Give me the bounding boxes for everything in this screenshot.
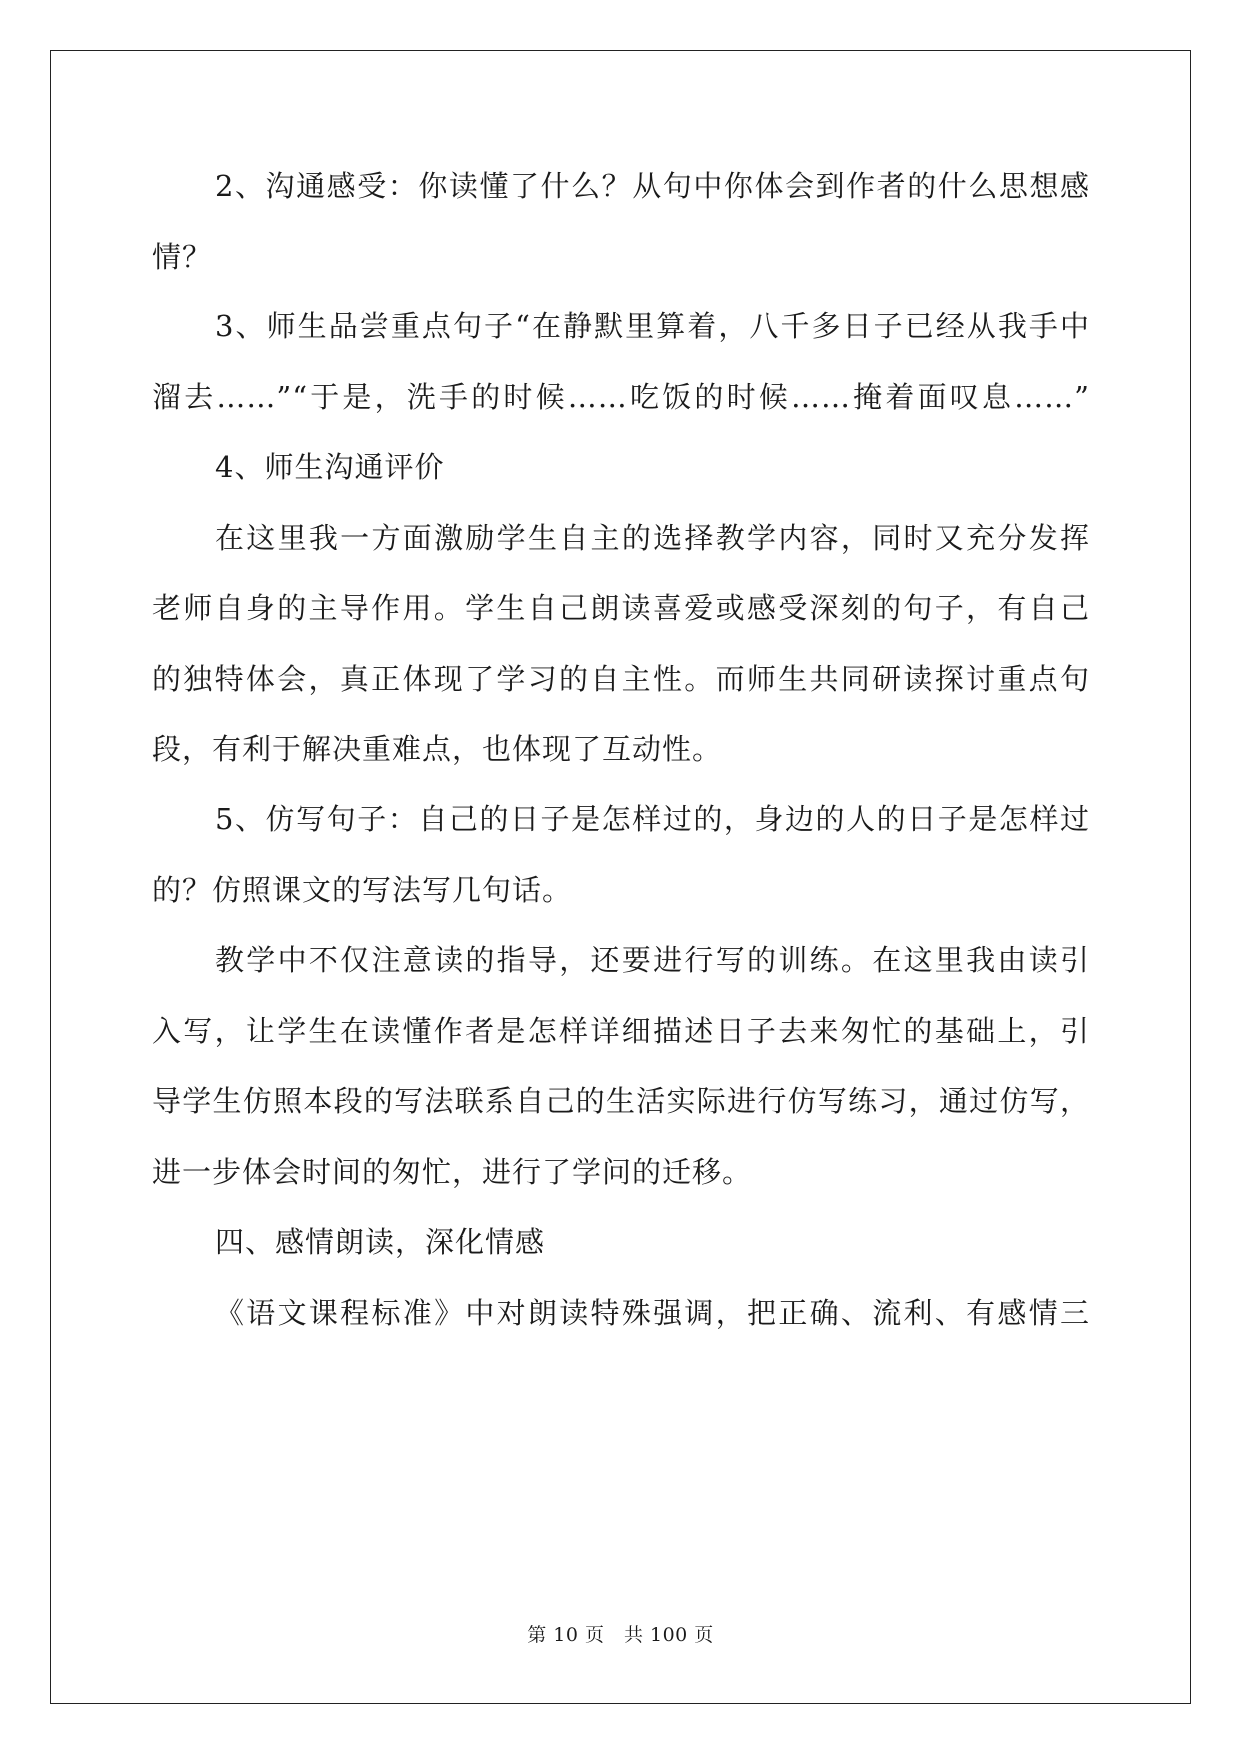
section-heading: 4、师生沟通评价: [215, 450, 445, 484]
text-line: 老师自身的主导作用。学生自己朗读喜爱或感受深刻的句子，有自己: [152, 591, 1090, 625]
text-line: 段，有利于解决重难点，也体现了互动性。: [152, 732, 723, 766]
text-line: 的独特体会，真正体现了学习的自主性。而师生共同研读探讨重点句: [152, 662, 1090, 696]
text-line: 进一步体会时间的匆忙，进行了学问的迁移。: [152, 1155, 753, 1189]
text-line: 教学中不仅注意读的指导，还要进行写的训练。在这里我由读引: [215, 943, 1090, 977]
text-line: 情？: [152, 240, 213, 274]
text-line: 3、师生品尝重点句子“在静默里算着，八千多日子已经从我手中: [215, 309, 1090, 343]
text-line: 5、仿写句子：自己的日子是怎样过的，身边的人的日子是怎样过: [215, 802, 1090, 836]
text-line: 入写，让学生在读懂作者是怎样详细描述日子去来匆忙的基础上，引: [152, 1014, 1090, 1048]
text-line: 的？仿照课文的写法写几句话。: [152, 873, 573, 907]
text-line: 《语文课程标准》中对朗读特殊强调，把正确、流利、有感情三: [215, 1296, 1090, 1330]
text-line: 2、沟通感受：你读懂了什么？从句中你体会到作者的什么思想感: [215, 169, 1090, 203]
section-heading: 四、感情朗读，深化情感: [215, 1225, 546, 1259]
text-line: 在这里我一方面激励学生自主的选择教学内容，同时又充分发挥: [215, 521, 1090, 555]
text-line: 导学生仿照本段的写法联系自己的生活实际进行仿写练习，通过仿写，: [152, 1084, 1090, 1118]
text-line: 溜去……”“于是，洗手的时候……吃饭的时候……掩着面叹息……”: [152, 380, 1090, 414]
page-number: 第 10 页 共 100 页: [527, 1624, 714, 1646]
